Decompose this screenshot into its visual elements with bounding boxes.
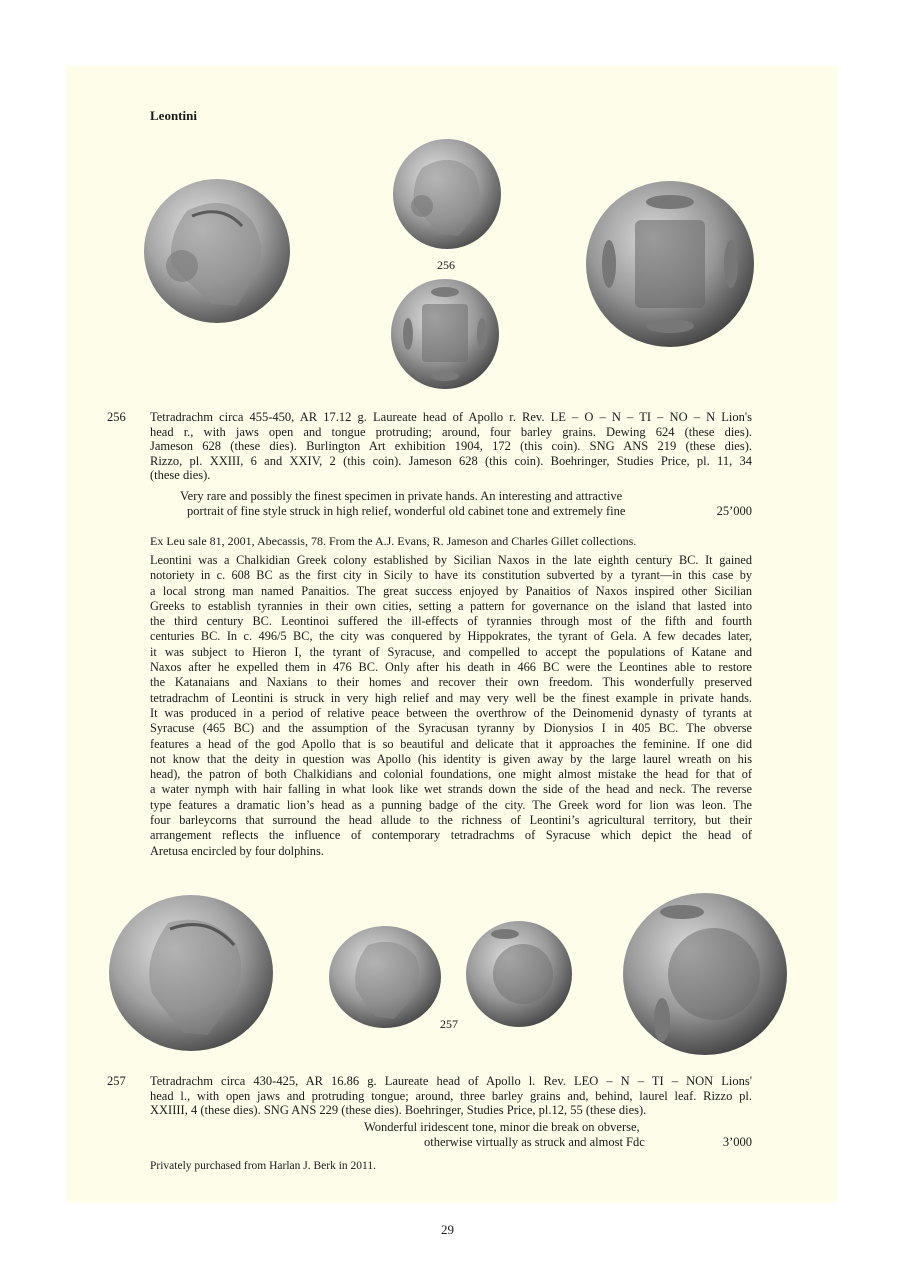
section-title: Leontini (150, 108, 197, 123)
description-line: (these dies). (150, 468, 211, 482)
essay-line: Aretusa encircled by four dolphins. (150, 843, 324, 858)
figure-label-257: 257 (440, 1017, 458, 1031)
essay-line: type features a dramatic lion’s head as a punning badge of the city. The Greek word for lion was leon. The (150, 797, 752, 812)
description-line: XXIIII, 4 (these dies). SNG ANS 229 (these dies). Boehringer, Studies Price, pl.12, 55 (these dies). (150, 1103, 647, 1117)
essay-line: head), the patron of both Chalkidians and colonial foundations, one might almost mistake the head for that of (150, 767, 752, 782)
description-line: Tetradrachm circa 430-425, AR 16.86 g. Laureate head of Apollo l. Rev. LEO – N – TI – NON Lions' (150, 1074, 752, 1088)
coin-256-reverse-small (390, 278, 500, 390)
coin-256-obverse-large (142, 176, 292, 326)
coin-256-reverse-large (585, 180, 755, 348)
essay-line: a water nymph with hair falling in what look like wet strands down the side of the head and neck. The reverse (150, 782, 752, 797)
essay-line: notoriety in c. 608 BC as the first city in Sicily to have its constitution subverted by a tyrant—in this case by (150, 568, 752, 583)
coin-256-obverse-small (392, 138, 502, 250)
condition-line-2: portrait of fine style struck in high relief, wonderful old cabinet tone and extremely fine (187, 504, 626, 518)
essay-line: features a head of the god Apollo that is so beautiful and delicate that it approaches the feminine. If one did (150, 736, 752, 751)
condition-line-1: Wonderful iridescent tone, minor die break on obverse, (364, 1120, 640, 1134)
condition-line-2: otherwise virtually as struck and almost Fdc (424, 1135, 645, 1149)
essay-line: it was subject to Hieron I, the tyrant of Syracuse, and compelled to accept the populations of Katane and (150, 644, 752, 659)
essay-line: centuries BC. In c. 496/5 BC, the city was conquered by Hippokrates, the tyrant of Gela. A few decades later, (150, 629, 752, 644)
lot-number-257: 257 (107, 1074, 126, 1088)
condition-line-1: Very rare and possibly the finest specimen in private hands. An interesting and attractive (180, 489, 623, 503)
provenance-256: Ex Leu sale 81, 2001, Abecassis, 78. From the A.J. Evans, R. Jameson and Charles Gillet collections. (150, 534, 637, 548)
essay-line: arrangement reflects the influence of contemporary tetradrachms of Syracuse which depict the head of (150, 828, 752, 843)
page-number: 29 (441, 1222, 454, 1237)
essay-line: a local strong man named Panaitios. The great success enjoyed by Panaitios of Naxos inspired other Sicilian (150, 583, 752, 598)
essay-line: four barleycorns that surround the head allude to the richness of Leontini’s agricultural territory, but their (150, 813, 752, 828)
essay-line: tetradrachm of Leontini is struck in very high relief and may very well be the finest example in private hands. (150, 690, 752, 705)
description-line: head r., with jaws open and tongue protruding; around, four barley grains. Dewing 624 (these dies). (150, 424, 752, 439)
description-line: Tetradrachm circa 455-450, AR 17.12 g. Laureate head of Apollo r. Rev. LE – O – N – TI – NO – N Lion's (150, 410, 752, 424)
essay-line: the Katanaians and Naxians to their homes and recover their own freedom. This wonderfully preserved (150, 675, 752, 690)
coin-257-obverse-small (328, 925, 442, 1029)
coin-257-obverse-large (108, 893, 274, 1053)
essay-line: not know that the deity in question was Apollo (his identity is given away by the large laurel wreath on his (150, 751, 752, 766)
price-estimate-256: 25’000 (716, 504, 752, 518)
essay-line: Naxos after he expelled them in 476 BC. Only after his death in 466 BC were the Leontines able to restore (150, 660, 752, 675)
coin-257-reverse-large (622, 892, 788, 1056)
price-estimate-257: 3’000 (722, 1135, 752, 1149)
historical-essay (150, 553, 752, 859)
essay-line: Leontini was a Chalkidian Greek colony established by Sicilian Naxos in the late eighth century BC. It gained (150, 553, 752, 567)
essay-line: Syracuse (465 BC) and the assumption of the Syracusan tyranny by Dionysios I in 405 BC. The obverse (150, 721, 752, 736)
description-line: Jameson 628 (these dies). Burlington Art exhibition 1904, 172 (this coin). SNG ANS 219 (these dies). (150, 439, 752, 453)
essay-line: the third century BC. Leontinoi suffered the ill-effects of tyrannies through most of the fifth and fourth (150, 614, 752, 629)
essay-line: Greeks to establish tyrannies in their own cities, setting a pattern for governance on the island that lasted into (150, 598, 752, 613)
lot-number-256: 256 (107, 410, 126, 424)
lot-description-256 (150, 410, 752, 483)
essay-line: It was produced in a period of relative peace between the overthrow of the Deinomenid dynasty of tyrants at (150, 705, 752, 720)
description-line: Rizzo, pl. XXIII, 6 and XXIV, 2 (this coin). Jameson 628 (this coin). Boehringer, Studies Price, pl. 11, 34 (150, 453, 752, 468)
provenance-257: Privately purchased from Harlan J. Berk in 2011. (150, 1160, 377, 1172)
lot-description-257 (150, 1074, 752, 1118)
description-line: head l., with open jaws and protruding tongue; around, three barley grains and, behind, laurel leaf. Rizzo pl. (150, 1088, 752, 1103)
coin-257-reverse-small (465, 920, 573, 1028)
figure-label-256: 256 (437, 258, 455, 272)
